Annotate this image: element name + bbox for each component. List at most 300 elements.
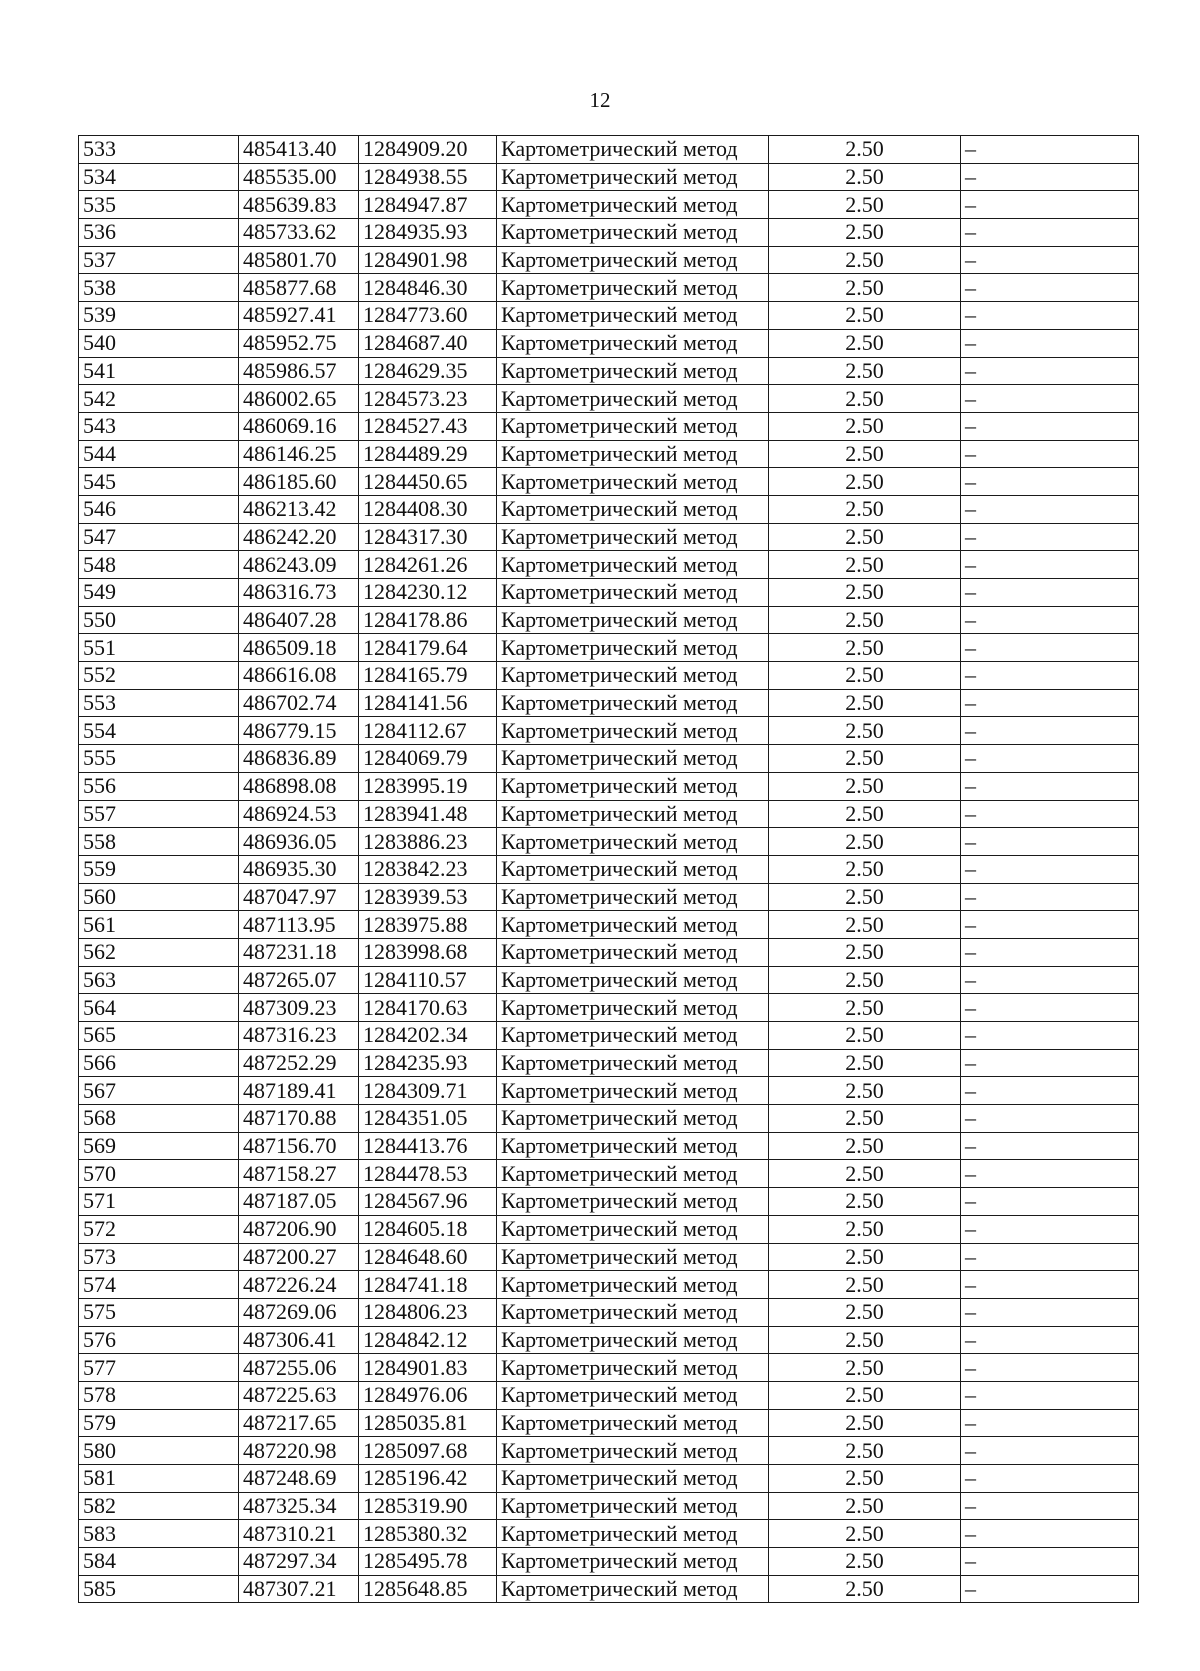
table-row <box>79 163 1139 191</box>
note-cell: – <box>961 1105 1139 1133</box>
accuracy-cell: 2.50 <box>769 966 961 994</box>
method-cell: Картометрический метод <box>497 883 769 911</box>
table-row <box>79 1160 1139 1188</box>
note-cell: – <box>961 855 1139 883</box>
method-cell: Картометрический метод <box>497 828 769 856</box>
method-cell: Картометрический метод <box>497 163 769 191</box>
y-coordinate-cell: 1284202.34 <box>359 1022 497 1050</box>
accuracy-cell: 2.50 <box>769 1437 961 1465</box>
point-number-cell: 533 <box>79 136 239 164</box>
x-coordinate-cell: 486935.30 <box>239 855 359 883</box>
y-coordinate-cell: 1284178.86 <box>359 606 497 634</box>
note-cell: – <box>961 1409 1139 1437</box>
point-number-cell: 556 <box>79 772 239 800</box>
table-row <box>79 1049 1139 1077</box>
y-coordinate-cell: 1284408.30 <box>359 495 497 523</box>
method-cell: Картометрический метод <box>497 1160 769 1188</box>
x-coordinate-cell: 487252.29 <box>239 1049 359 1077</box>
point-number-cell: 550 <box>79 606 239 634</box>
note-cell: – <box>961 1298 1139 1326</box>
method-cell: Картометрический метод <box>497 1049 769 1077</box>
y-coordinate-cell: 1284413.76 <box>359 1132 497 1160</box>
method-cell: Картометрический метод <box>497 966 769 994</box>
note-cell: – <box>961 938 1139 966</box>
method-cell: Картометрический метод <box>497 385 769 413</box>
point-number-cell: 562 <box>79 938 239 966</box>
note-cell: – <box>961 1326 1139 1354</box>
method-cell: Картометрический метод <box>497 745 769 773</box>
note-cell: – <box>961 1215 1139 1243</box>
method-cell: Картометрический метод <box>497 772 769 800</box>
note-cell: – <box>961 357 1139 385</box>
method-cell: Картометрический метод <box>497 717 769 745</box>
point-number-cell: 540 <box>79 329 239 357</box>
y-coordinate-cell: 1285035.81 <box>359 1409 497 1437</box>
method-cell: Картометрический метод <box>497 1354 769 1382</box>
table-row <box>79 329 1139 357</box>
x-coordinate-cell: 487158.27 <box>239 1160 359 1188</box>
accuracy-cell: 2.50 <box>769 1548 961 1576</box>
y-coordinate-cell: 1284909.20 <box>359 136 497 164</box>
method-cell: Картометрический метод <box>497 274 769 302</box>
point-number-cell: 561 <box>79 911 239 939</box>
accuracy-cell: 2.50 <box>769 745 961 773</box>
y-coordinate-cell: 1284489.29 <box>359 440 497 468</box>
y-coordinate-cell: 1284741.18 <box>359 1271 497 1299</box>
point-number-cell: 535 <box>79 191 239 219</box>
point-number-cell: 551 <box>79 634 239 662</box>
point-number-cell: 581 <box>79 1465 239 1493</box>
method-cell: Картометрический метод <box>497 495 769 523</box>
coordinates-table <box>78 135 1139 1603</box>
method-cell: Картометрический метод <box>497 357 769 385</box>
table-row <box>79 495 1139 523</box>
note-cell: – <box>961 634 1139 662</box>
page-number: 12 <box>589 88 611 112</box>
accuracy-cell: 2.50 <box>769 1465 961 1493</box>
note-cell: – <box>961 219 1139 247</box>
accuracy-cell: 2.50 <box>769 606 961 634</box>
point-number-cell: 538 <box>79 274 239 302</box>
table-row <box>79 1132 1139 1160</box>
table-row <box>79 274 1139 302</box>
x-coordinate-cell: 485801.70 <box>239 246 359 274</box>
table-row <box>79 136 1139 164</box>
y-coordinate-cell: 1284112.67 <box>359 717 497 745</box>
point-number-cell: 576 <box>79 1326 239 1354</box>
y-coordinate-cell: 1284141.56 <box>359 689 497 717</box>
method-cell: Картометрический метод <box>497 634 769 662</box>
note-cell: – <box>961 551 1139 579</box>
note-cell: – <box>961 1077 1139 1105</box>
table-row <box>79 302 1139 330</box>
method-cell: Картометрический метод <box>497 1409 769 1437</box>
y-coordinate-cell: 1284165.79 <box>359 662 497 690</box>
method-cell: Картометрический метод <box>497 246 769 274</box>
y-coordinate-cell: 1283941.48 <box>359 800 497 828</box>
method-cell: Картометрический метод <box>497 551 769 579</box>
accuracy-cell: 2.50 <box>769 689 961 717</box>
accuracy-cell: 2.50 <box>769 1243 961 1271</box>
accuracy-cell: 2.50 <box>769 800 961 828</box>
note-cell: – <box>961 440 1139 468</box>
note-cell: – <box>961 1465 1139 1493</box>
method-cell: Картометрический метод <box>497 219 769 247</box>
x-coordinate-cell: 485413.40 <box>239 136 359 164</box>
x-coordinate-cell: 487156.70 <box>239 1132 359 1160</box>
point-number-cell: 566 <box>79 1049 239 1077</box>
point-number-cell: 560 <box>79 883 239 911</box>
x-coordinate-cell: 485877.68 <box>239 274 359 302</box>
x-coordinate-cell: 486836.89 <box>239 745 359 773</box>
note-cell: – <box>961 1381 1139 1409</box>
note-cell: – <box>961 385 1139 413</box>
y-coordinate-cell: 1284527.43 <box>359 412 497 440</box>
note-cell: – <box>961 966 1139 994</box>
table-row <box>79 1381 1139 1409</box>
x-coordinate-cell: 487226.24 <box>239 1271 359 1299</box>
accuracy-cell: 2.50 <box>769 274 961 302</box>
point-number-cell: 584 <box>79 1548 239 1576</box>
accuracy-cell: 2.50 <box>769 1409 961 1437</box>
method-cell: Картометрический метод <box>497 1465 769 1493</box>
y-coordinate-cell: 1284938.55 <box>359 163 497 191</box>
table-row <box>79 219 1139 247</box>
note-cell: – <box>961 329 1139 357</box>
point-number-cell: 571 <box>79 1188 239 1216</box>
table-row <box>79 523 1139 551</box>
accuracy-cell: 2.50 <box>769 1077 961 1105</box>
y-coordinate-cell: 1284842.12 <box>359 1326 497 1354</box>
point-number-cell: 582 <box>79 1492 239 1520</box>
y-coordinate-cell: 1284846.30 <box>359 274 497 302</box>
method-cell: Картометрический метод <box>497 1298 769 1326</box>
point-number-cell: 555 <box>79 745 239 773</box>
x-coordinate-cell: 486779.15 <box>239 717 359 745</box>
accuracy-cell: 2.50 <box>769 495 961 523</box>
x-coordinate-cell: 487220.98 <box>239 1437 359 1465</box>
method-cell: Картометрический метод <box>497 662 769 690</box>
point-number-cell: 567 <box>79 1077 239 1105</box>
x-coordinate-cell: 486509.18 <box>239 634 359 662</box>
point-number-cell: 547 <box>79 523 239 551</box>
method-cell: Картометрический метод <box>497 1381 769 1409</box>
method-cell: Картометрический метод <box>497 1492 769 1520</box>
note-cell: – <box>961 163 1139 191</box>
x-coordinate-cell: 487325.34 <box>239 1492 359 1520</box>
note-cell: – <box>961 468 1139 496</box>
accuracy-cell: 2.50 <box>769 938 961 966</box>
table-row <box>79 1243 1139 1271</box>
y-coordinate-cell: 1284309.71 <box>359 1077 497 1105</box>
accuracy-cell: 2.50 <box>769 468 961 496</box>
accuracy-cell: 2.50 <box>769 440 961 468</box>
point-number-cell: 534 <box>79 163 239 191</box>
accuracy-cell: 2.50 <box>769 523 961 551</box>
y-coordinate-cell: 1283998.68 <box>359 938 497 966</box>
y-coordinate-cell: 1284317.30 <box>359 523 497 551</box>
y-coordinate-cell: 1284648.60 <box>359 1243 497 1271</box>
accuracy-cell: 2.50 <box>769 1132 961 1160</box>
accuracy-cell: 2.50 <box>769 1105 961 1133</box>
y-coordinate-cell: 1284230.12 <box>359 579 497 607</box>
accuracy-cell: 2.50 <box>769 855 961 883</box>
table-row <box>79 1437 1139 1465</box>
note-cell: – <box>961 606 1139 634</box>
table-row <box>79 662 1139 690</box>
accuracy-cell: 2.50 <box>769 579 961 607</box>
point-number-cell: 575 <box>79 1298 239 1326</box>
y-coordinate-cell: 1284261.26 <box>359 551 497 579</box>
y-coordinate-cell: 1284935.93 <box>359 219 497 247</box>
accuracy-cell: 2.50 <box>769 551 961 579</box>
method-cell: Картометрический метод <box>497 1575 769 1603</box>
table-row <box>79 1575 1139 1603</box>
point-number-cell: 537 <box>79 246 239 274</box>
table-row <box>79 855 1139 883</box>
method-cell: Картометрический метод <box>497 606 769 634</box>
note-cell: – <box>961 1049 1139 1077</box>
table-row <box>79 1354 1139 1382</box>
y-coordinate-cell: 1283939.53 <box>359 883 497 911</box>
point-number-cell: 573 <box>79 1243 239 1271</box>
accuracy-cell: 2.50 <box>769 634 961 662</box>
table-row <box>79 1492 1139 1520</box>
method-cell: Картометрический метод <box>497 1437 769 1465</box>
accuracy-cell: 2.50 <box>769 302 961 330</box>
accuracy-cell: 2.50 <box>769 246 961 274</box>
method-cell: Картометрический метод <box>497 412 769 440</box>
accuracy-cell: 2.50 <box>769 219 961 247</box>
point-number-cell: 559 <box>79 855 239 883</box>
x-coordinate-cell: 486213.42 <box>239 495 359 523</box>
y-coordinate-cell: 1284170.63 <box>359 994 497 1022</box>
table-row <box>79 1215 1139 1243</box>
method-cell: Картометрический метод <box>497 689 769 717</box>
table-row <box>79 938 1139 966</box>
note-cell: – <box>961 883 1139 911</box>
x-coordinate-cell: 486898.08 <box>239 772 359 800</box>
table-row <box>79 1326 1139 1354</box>
y-coordinate-cell: 1283886.23 <box>359 828 497 856</box>
accuracy-cell: 2.50 <box>769 911 961 939</box>
x-coordinate-cell: 486185.60 <box>239 468 359 496</box>
accuracy-cell: 2.50 <box>769 1022 961 1050</box>
table-row <box>79 828 1139 856</box>
table-row <box>79 717 1139 745</box>
accuracy-cell: 2.50 <box>769 412 961 440</box>
table-row <box>79 606 1139 634</box>
x-coordinate-cell: 486702.74 <box>239 689 359 717</box>
x-coordinate-cell: 486146.25 <box>239 440 359 468</box>
x-coordinate-cell: 487047.97 <box>239 883 359 911</box>
x-coordinate-cell: 486242.20 <box>239 523 359 551</box>
method-cell: Картометрический метод <box>497 911 769 939</box>
method-cell: Картометрический метод <box>497 855 769 883</box>
point-number-cell: 557 <box>79 800 239 828</box>
y-coordinate-cell: 1284976.06 <box>359 1381 497 1409</box>
accuracy-cell: 2.50 <box>769 1575 961 1603</box>
method-cell: Картометрический метод <box>497 523 769 551</box>
accuracy-cell: 2.50 <box>769 1381 961 1409</box>
method-cell: Картометрический метод <box>497 1271 769 1299</box>
x-coordinate-cell: 487309.23 <box>239 994 359 1022</box>
table-row <box>79 634 1139 662</box>
point-number-cell: 563 <box>79 966 239 994</box>
note-cell: – <box>961 1160 1139 1188</box>
y-coordinate-cell: 1284478.53 <box>359 1160 497 1188</box>
x-coordinate-cell: 487225.63 <box>239 1381 359 1409</box>
y-coordinate-cell: 1284567.96 <box>359 1188 497 1216</box>
x-coordinate-cell: 486924.53 <box>239 800 359 828</box>
point-number-cell: 564 <box>79 994 239 1022</box>
point-number-cell: 579 <box>79 1409 239 1437</box>
note-cell: – <box>961 523 1139 551</box>
note-cell: – <box>961 1548 1139 1576</box>
y-coordinate-cell: 1285097.68 <box>359 1437 497 1465</box>
y-coordinate-cell: 1285648.85 <box>359 1575 497 1603</box>
point-number-cell: 569 <box>79 1132 239 1160</box>
note-cell: – <box>961 1437 1139 1465</box>
note-cell: – <box>961 745 1139 773</box>
x-coordinate-cell: 487297.34 <box>239 1548 359 1576</box>
y-coordinate-cell: 1284901.98 <box>359 246 497 274</box>
table-row <box>79 966 1139 994</box>
table-row <box>79 1188 1139 1216</box>
note-cell: – <box>961 495 1139 523</box>
point-number-cell: 558 <box>79 828 239 856</box>
y-coordinate-cell: 1284069.79 <box>359 745 497 773</box>
x-coordinate-cell: 485952.75 <box>239 329 359 357</box>
method-cell: Картометрический метод <box>497 191 769 219</box>
note-cell: – <box>961 662 1139 690</box>
point-number-cell: 568 <box>79 1105 239 1133</box>
x-coordinate-cell: 487187.05 <box>239 1188 359 1216</box>
note-cell: – <box>961 1243 1139 1271</box>
note-cell: – <box>961 274 1139 302</box>
note-cell: – <box>961 1520 1139 1548</box>
table-row <box>79 1105 1139 1133</box>
y-coordinate-cell: 1284179.64 <box>359 634 497 662</box>
coordinates-table-body <box>79 136 1139 1603</box>
table-row <box>79 191 1139 219</box>
x-coordinate-cell: 485639.83 <box>239 191 359 219</box>
accuracy-cell: 2.50 <box>769 1049 961 1077</box>
x-coordinate-cell: 486069.16 <box>239 412 359 440</box>
accuracy-cell: 2.50 <box>769 828 961 856</box>
note-cell: – <box>961 246 1139 274</box>
table-row <box>79 1409 1139 1437</box>
table-row <box>79 468 1139 496</box>
accuracy-cell: 2.50 <box>769 136 961 164</box>
table-row <box>79 412 1139 440</box>
note-cell: – <box>961 1271 1139 1299</box>
table-row <box>79 551 1139 579</box>
accuracy-cell: 2.50 <box>769 1354 961 1382</box>
note-cell: – <box>961 911 1139 939</box>
note-cell: – <box>961 800 1139 828</box>
accuracy-cell: 2.50 <box>769 385 961 413</box>
x-coordinate-cell: 486002.65 <box>239 385 359 413</box>
x-coordinate-cell: 485733.62 <box>239 219 359 247</box>
x-coordinate-cell: 487217.65 <box>239 1409 359 1437</box>
table-row <box>79 772 1139 800</box>
x-coordinate-cell: 486936.05 <box>239 828 359 856</box>
method-cell: Картометрический метод <box>497 136 769 164</box>
method-cell: Картометрический метод <box>497 994 769 1022</box>
x-coordinate-cell: 487306.41 <box>239 1326 359 1354</box>
x-coordinate-cell: 487113.95 <box>239 911 359 939</box>
x-coordinate-cell: 486243.09 <box>239 551 359 579</box>
x-coordinate-cell: 485535.00 <box>239 163 359 191</box>
accuracy-cell: 2.50 <box>769 191 961 219</box>
method-cell: Картометрический метод <box>497 1105 769 1133</box>
table-row <box>79 1271 1139 1299</box>
point-number-cell: 544 <box>79 440 239 468</box>
y-coordinate-cell: 1284450.65 <box>359 468 497 496</box>
table-row <box>79 745 1139 773</box>
note-cell: – <box>961 1575 1139 1603</box>
y-coordinate-cell: 1283842.23 <box>359 855 497 883</box>
x-coordinate-cell: 487310.21 <box>239 1520 359 1548</box>
method-cell: Картометрический метод <box>497 1548 769 1576</box>
table-row <box>79 1465 1139 1493</box>
y-coordinate-cell: 1284110.57 <box>359 966 497 994</box>
note-cell: – <box>961 191 1139 219</box>
x-coordinate-cell: 487255.06 <box>239 1354 359 1382</box>
point-number-cell: 578 <box>79 1381 239 1409</box>
table-row <box>79 1022 1139 1050</box>
x-coordinate-cell: 487200.27 <box>239 1243 359 1271</box>
y-coordinate-cell: 1284629.35 <box>359 357 497 385</box>
note-cell: – <box>961 994 1139 1022</box>
table-row <box>79 689 1139 717</box>
y-coordinate-cell: 1283975.88 <box>359 911 497 939</box>
accuracy-cell: 2.50 <box>769 1215 961 1243</box>
point-number-cell: 549 <box>79 579 239 607</box>
y-coordinate-cell: 1284573.23 <box>359 385 497 413</box>
point-number-cell: 543 <box>79 412 239 440</box>
point-number-cell: 574 <box>79 1271 239 1299</box>
point-number-cell: 572 <box>79 1215 239 1243</box>
point-number-cell: 539 <box>79 302 239 330</box>
table-row <box>79 1548 1139 1576</box>
note-cell: – <box>961 717 1139 745</box>
y-coordinate-cell: 1283995.19 <box>359 772 497 800</box>
point-number-cell: 577 <box>79 1354 239 1382</box>
x-coordinate-cell: 486616.08 <box>239 662 359 690</box>
point-number-cell: 541 <box>79 357 239 385</box>
point-number-cell: 580 <box>79 1437 239 1465</box>
method-cell: Картометрический метод <box>497 1243 769 1271</box>
note-cell: – <box>961 689 1139 717</box>
note-cell: – <box>961 772 1139 800</box>
x-coordinate-cell: 487206.90 <box>239 1215 359 1243</box>
y-coordinate-cell: 1284806.23 <box>359 1298 497 1326</box>
method-cell: Картометрический метод <box>497 938 769 966</box>
accuracy-cell: 2.50 <box>769 717 961 745</box>
method-cell: Картометрический метод <box>497 579 769 607</box>
x-coordinate-cell: 487248.69 <box>239 1465 359 1493</box>
table-row <box>79 246 1139 274</box>
method-cell: Картометрический метод <box>497 1520 769 1548</box>
note-cell: – <box>961 412 1139 440</box>
point-number-cell: 545 <box>79 468 239 496</box>
note-cell: – <box>961 579 1139 607</box>
table-row <box>79 440 1139 468</box>
accuracy-cell: 2.50 <box>769 662 961 690</box>
table-row <box>79 385 1139 413</box>
